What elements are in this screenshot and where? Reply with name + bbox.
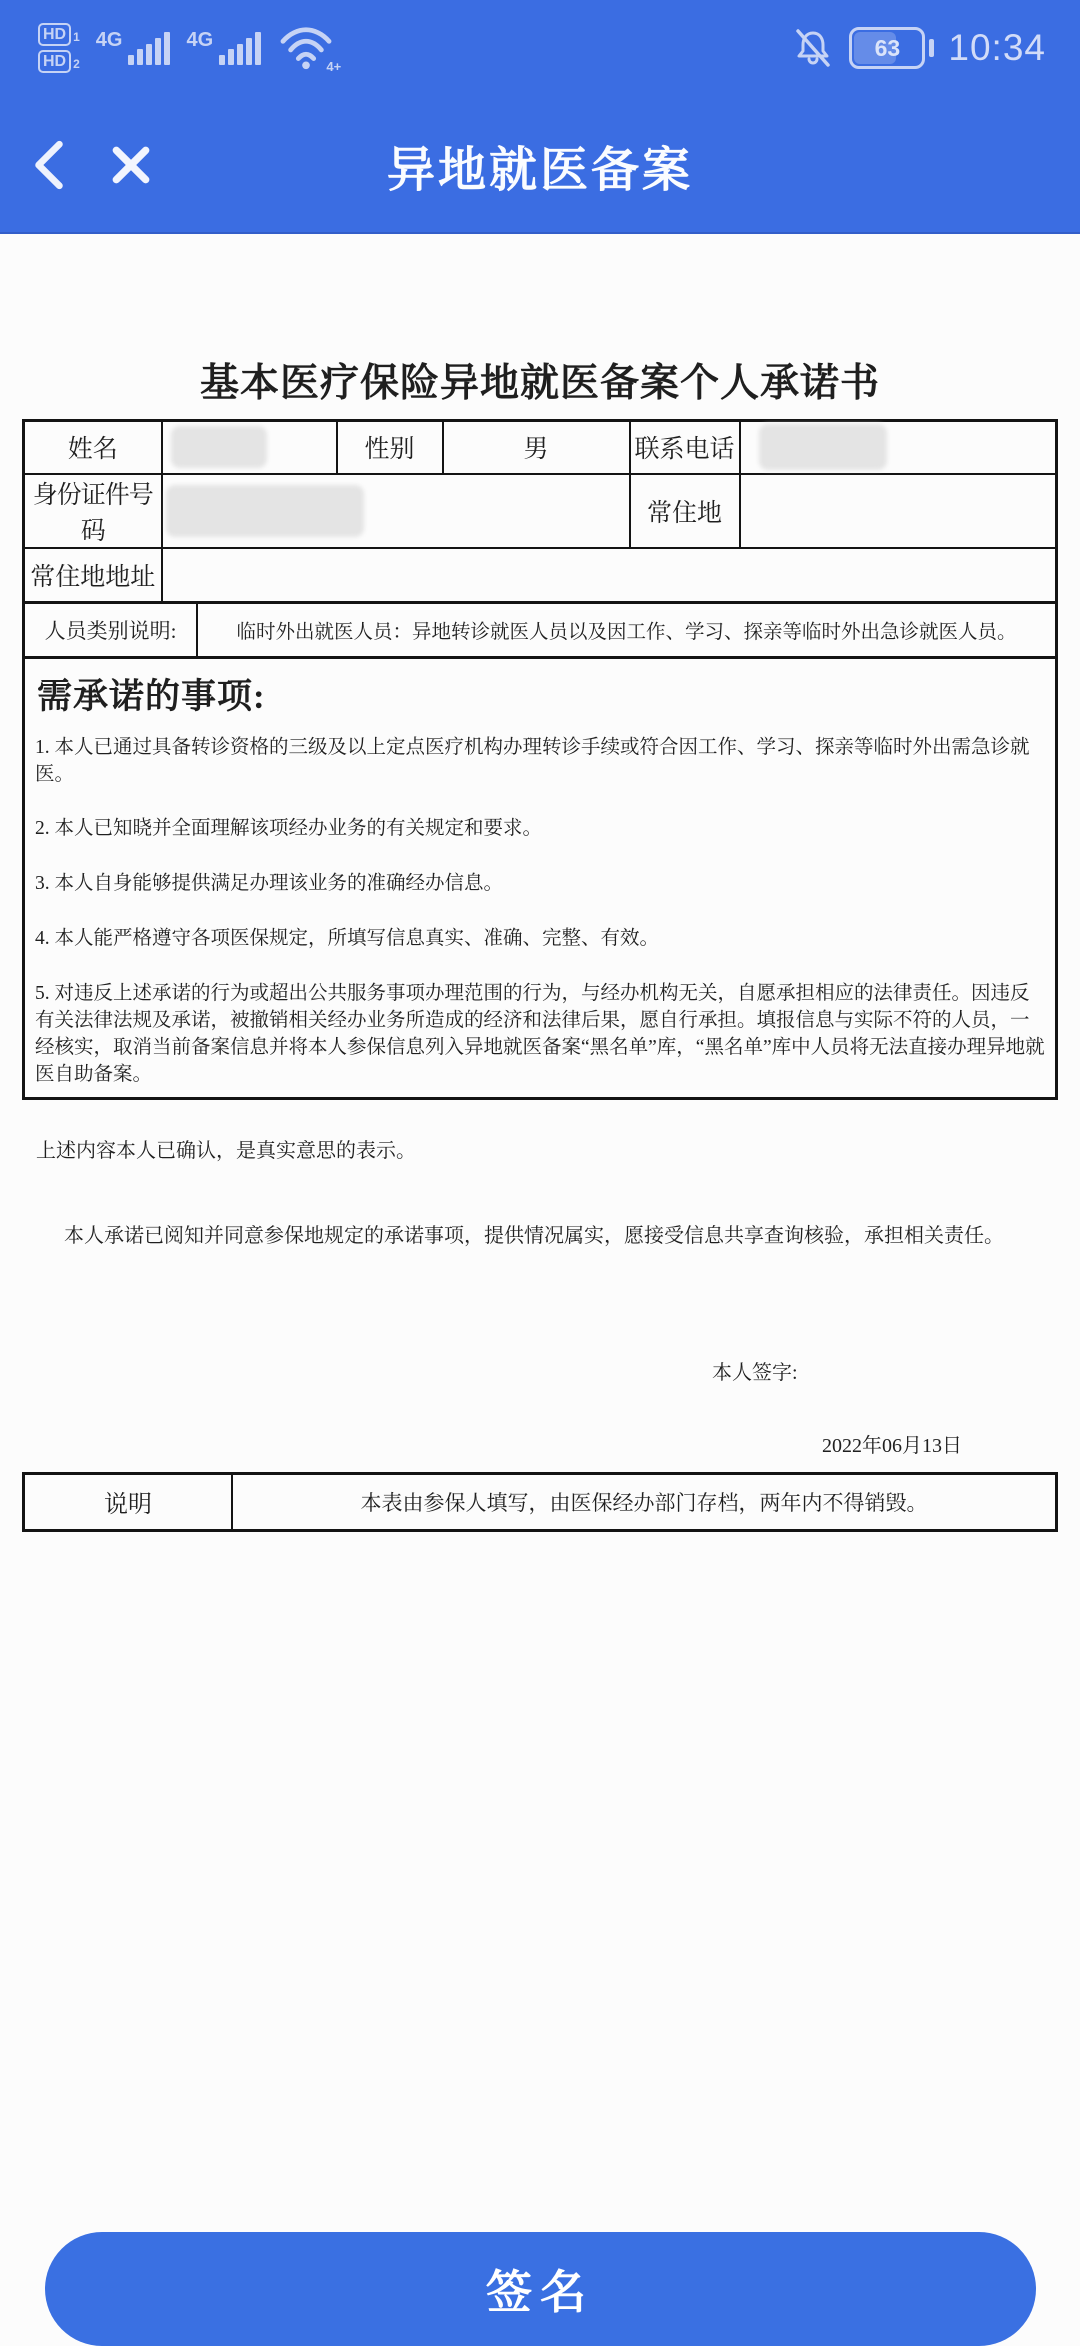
app-header — [0, 0, 1080, 234]
commitment-item: 4. 本人能严格遵守各项医保规定，所填写信息真实、准确、完整、有效。 — [35, 928, 660, 950]
gender-label: 性别 — [337, 420, 443, 474]
status-bar — [0, 0, 1080, 96]
signal-strength-icon-2 — [186, 28, 261, 65]
status-bar-left — [38, 23, 342, 74]
signal-strength-icon-1 — [95, 28, 171, 65]
hd2-icon — [38, 50, 80, 73]
commitment-item: 2. 本人已知晓并全面理解该项经办业务的有关规定和要求。 — [35, 818, 543, 840]
chevron-left-icon — [30, 138, 68, 192]
hd-indicators — [38, 23, 80, 73]
gender-value: 男 — [443, 420, 630, 474]
hd2-label: HD — [38, 50, 71, 73]
hd1-label: HD — [38, 23, 71, 46]
table-row — [24, 474, 1057, 548]
hd1-badge: 1 — [73, 30, 80, 44]
wifi-badge: 4+ — [326, 59, 342, 74]
commitment-item: 5. 对违反上述承诺的行为或超出公共服务事项办理范围的行为，与经办机构无关，自愿承担相应的法律责任。因违反有关法律法规及承诺，被撤销相关经办业务所造成的经济和法律后果，愿自行承担。填报信息与实际不符的人员，一经核实，取消当前备案信息并将本人参保信息列入异地就医备案“黑名单”库，“黑名单”库中人员将无法直接办理异地就医自助备案。 — [35, 983, 1045, 1085]
id-number-label: 身份证件号码 — [24, 474, 162, 548]
commitment-item: 3. 本人自身能够提供满足办理该业务的准确经办信息。 — [35, 873, 504, 895]
commitment-item: 1. 本人已通过具备转诊资格的三级及以上定点医疗机构办理转诊手续或符合因工作、学习、探亲等临时外出需急诊就医。 — [35, 736, 1030, 785]
confirmation-text: 上述内容本人已确认，是真实意思的表示。 — [36, 1139, 416, 1162]
category-value: 临时外出就医人员：异地转诊就医人员以及因工作、学习、探亲等临时外出急诊就医人员。 — [236, 621, 1017, 643]
network-type-label-2: 4G — [186, 28, 214, 51]
redacted-name — [171, 426, 267, 468]
battery-level: 63 — [874, 34, 901, 61]
residence-value-cell — [740, 474, 1057, 548]
table-row — [24, 548, 1057, 602]
network-type-label-1: 4G — [95, 28, 123, 51]
sign-button[interactable]: 签名 — [45, 2232, 1036, 2346]
residence-label: 常住地 — [630, 474, 740, 548]
name-label: 姓名 — [24, 420, 162, 474]
personnel-category-row — [22, 604, 1058, 659]
battery-icon — [849, 27, 934, 69]
signal-bars-1 — [125, 32, 170, 65]
back-button[interactable] — [30, 138, 68, 192]
nav-bar — [0, 96, 1080, 234]
document-title: 基本医疗保险异地就医备案个人承诺书 — [199, 362, 880, 405]
wifi-icon — [277, 24, 342, 74]
status-time: 10:34 — [948, 27, 1046, 68]
note-text: 本表由参保人填写，由医保经办部门存档，两年内不得销毁。 — [360, 1490, 928, 1515]
category-label: 人员类别说明: — [25, 604, 198, 656]
redacted-phone — [759, 424, 887, 470]
note-label: 说明 — [25, 1475, 233, 1529]
address-label: 常住地地址 — [24, 548, 162, 602]
document-date: 2022年06月13日 — [822, 1434, 962, 1457]
agreement-text: 本人承诺已阅知并同意参保地规定的承诺事项，提供情况属实，愿接受信息共享查询核验，承担相关责任。 — [64, 1224, 1004, 1247]
commitments-box — [22, 659, 1058, 1100]
name-value-cell — [162, 420, 337, 474]
close-icon — [110, 144, 152, 186]
status-bar-right — [791, 26, 1046, 70]
phone-label: 联系电话 — [630, 420, 740, 474]
address-value-cell — [162, 548, 1057, 602]
personal-info-table — [22, 419, 1058, 604]
phone-value-cell — [740, 420, 1057, 474]
commitment-document — [22, 358, 1058, 1532]
page-title: 异地就医备案 — [386, 143, 693, 197]
note-row — [22, 1472, 1058, 1532]
id-number-value-cell — [162, 474, 630, 548]
signature-label: 本人签字: — [712, 1361, 798, 1384]
commitments-heading: 需承诺的事项: — [37, 676, 266, 716]
close-button[interactable] — [110, 144, 152, 186]
redacted-id-number — [166, 485, 364, 537]
signal-bars-2 — [216, 32, 261, 65]
notifications-muted-icon — [791, 26, 835, 70]
hd1-icon — [38, 23, 80, 46]
hd2-badge: 2 — [73, 57, 80, 71]
table-row — [24, 420, 1057, 474]
